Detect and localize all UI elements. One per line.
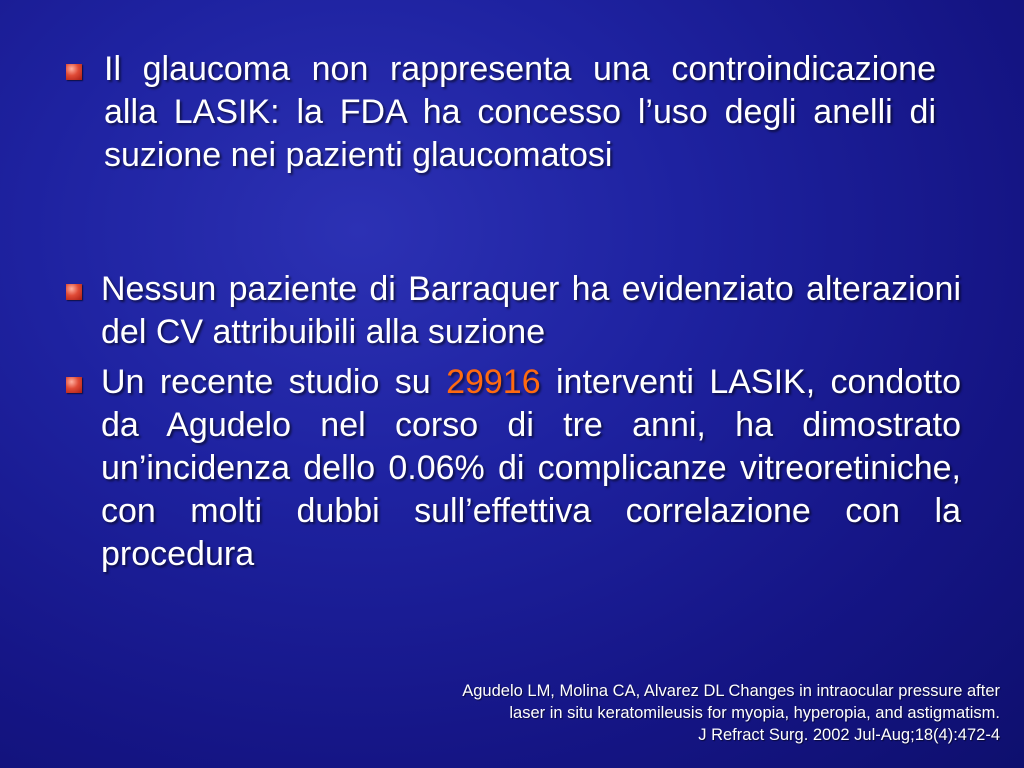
square-bullet-icon: [66, 64, 82, 80]
bullet-3-text: [101, 361, 961, 576]
reference-citation: [280, 680, 1000, 746]
reference-line-3: J Refract Surg. 2002 Jul-Aug;18(4):472-4: [698, 726, 1000, 744]
reference-line-2: laser in situ keratomileusis for myopia, hyperopia, and astigmatism.: [509, 704, 1000, 722]
square-bullet-icon: [66, 377, 82, 393]
bullet-3-text-before: Un recente studio su: [101, 363, 447, 401]
bullet-1-text: Il glaucoma non rappresenta una controindicazione alla LASIK: la FDA ha concesso l’uso degli anelli di suzione nei pazienti glaucomatosi: [104, 50, 936, 174]
reference-line-1: Agudelo LM, Molina CA, Alvarez DL Changes in intraocular pressure after: [462, 682, 1000, 700]
bullet-2-text: Nessun paziente di Barraquer ha evidenziato alterazioni del CV attribuibili alla suzione: [101, 270, 961, 351]
bullet-3-text-after: interventi LASIK, condotto da Agudelo nel corso di tre anni, ha dimostrato un’incidenza dello 0.06% di complicanze vitreoretiniche, con molti dubbi sull’effettiva correlazione con la procedura: [101, 363, 961, 573]
square-bullet-icon: [66, 284, 82, 300]
study-count-highlight: 29916: [446, 363, 541, 401]
